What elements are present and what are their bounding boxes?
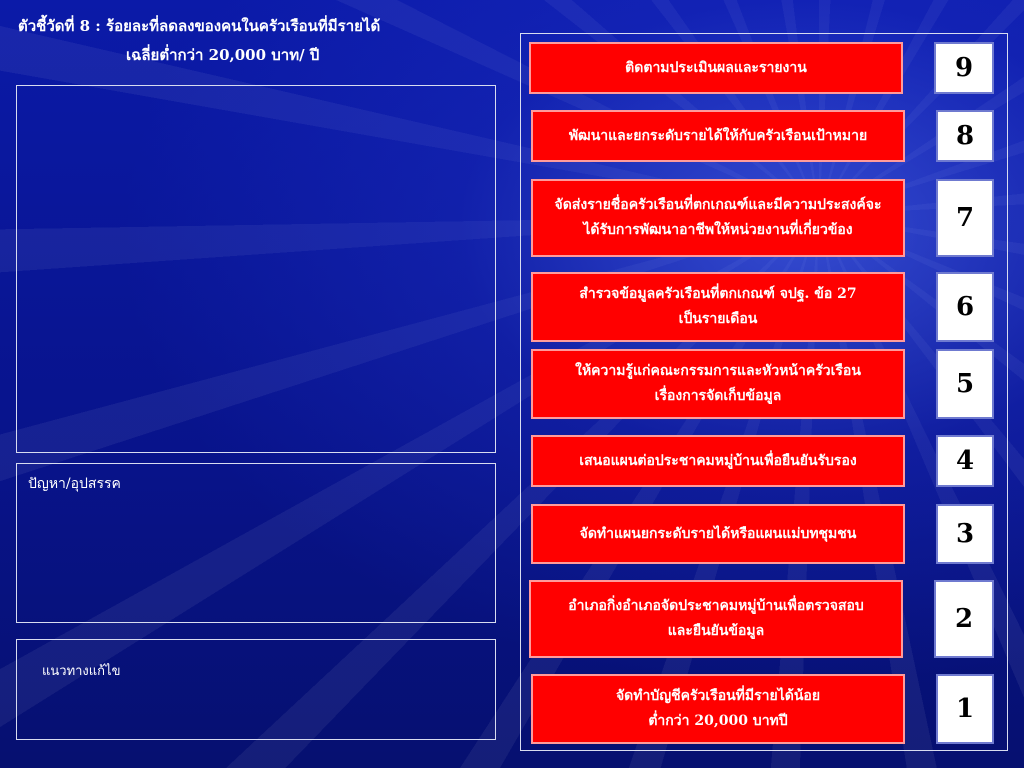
step-9-number: 9 [934,42,994,94]
step-9-box: ติดตามประเมินผลและรายงาน [529,42,903,94]
step-7-number: 7 [936,179,994,257]
problems-box [16,463,496,623]
step-2-number: 2 [934,580,994,658]
step-8-box: พัฒนาและยกระดับรายได้ให้กับครัวเรือนเป้าหมาย [531,110,905,162]
chart-area-box [16,85,496,453]
step-5-box: ให้ความรู้แก่คณะกรรมการและหัวหน้าครัวเรือน เรื่องการจัดเก็บข้อมูล [531,349,905,419]
problems-label: ปัญหา/อุปสรรค [28,476,121,492]
step-8-number: 8 [936,110,994,162]
step-2-box: อำเภอกิ่งอำเภอจัดประชาคมหมู่บ้านเพื่อตรวจสอบ และยืนยันข้อมูล [529,580,903,658]
step-3-box: จัดทำแผนยกระดับรายได้หรือแผนแม่บทชุมชน [531,504,905,564]
step-5-number: 5 [936,349,994,419]
solutions-box [16,639,496,740]
title-line-2: เฉลี่ยต่ำกว่า 20,000 บาท/ ปี [126,46,320,64]
step-6-number: 6 [936,272,994,342]
step-3-number: 3 [936,504,994,564]
solutions-label: แนวทางแก้ไข [42,664,121,679]
title-line-1: ตัวชี้วัดที่ 8 : ร้อยละที่ลดลงของคนในครัวเรือนที่มีรายได้ [18,17,381,35]
step-1-number: 1 [936,674,994,744]
step-4-number: 4 [936,435,994,487]
slide-title [18,12,468,70]
step-7-box: จัดส่งรายชื่อครัวเรือนที่ตกเกณฑ์และมีความประสงค์จะ ได้รับการพัฒนาอาชีพให้หน่วยงานที่เกี่ยวข้อง [531,179,905,257]
step-1-box: จัดทำบัญชีครัวเรือนที่มีรายได้น้อย ต่ำกว่า 20,000 บาทปี [531,674,905,744]
steps-panel [520,33,1008,751]
step-4-box: เสนอแผนต่อประชาคมหมู่บ้านเพื่อยืนยันรับรอง [531,435,905,487]
step-6-box: สำรวจข้อมูลครัวเรือนที่ตกเกณฑ์ จปฐ. ข้อ 27 เป็นรายเดือน [531,272,905,342]
